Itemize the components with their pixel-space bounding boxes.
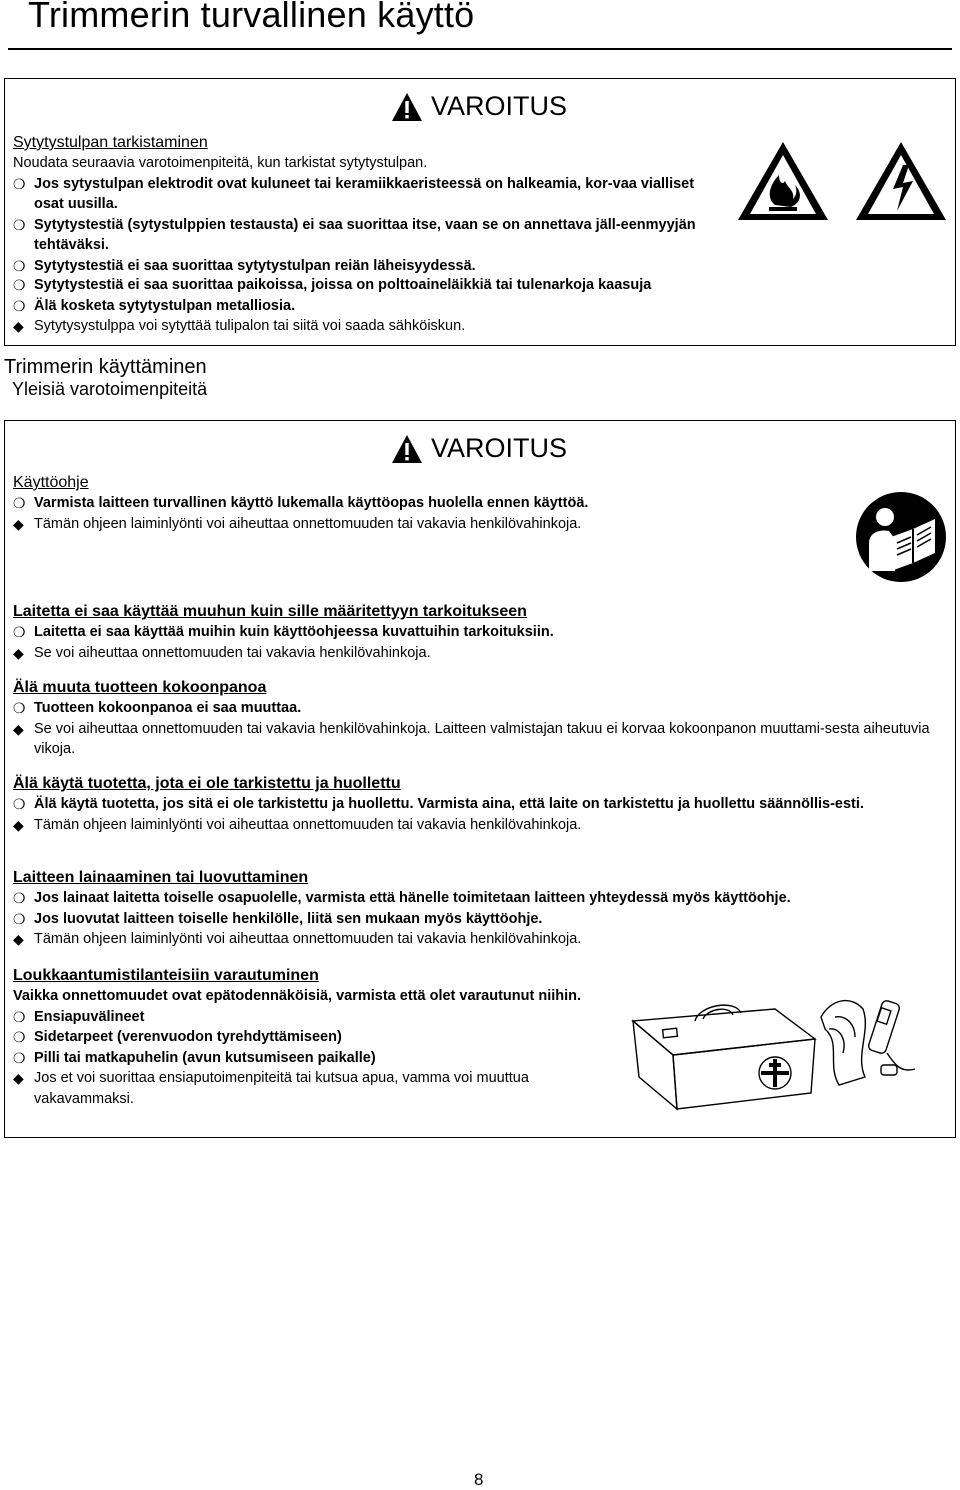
list-item: ❍ Ensiapuvälineet [13, 1007, 615, 1028]
list-item: ❍ Laitetta ei saa käyttää muihin kuin käyttöohjeessa kuvattuihin tarkoituksiin. [13, 622, 947, 643]
lending-section [13, 867, 947, 950]
section-heading: Laitteen lainaaminen tai luovuttaminen [13, 869, 309, 886]
bullet-circle-icon: ❍ [13, 1029, 26, 1045]
list-item: ◆ Tämän ohjeen laiminlyönti voi aiheuttaa onnettomuuden tai vakavia henkilövahinkoja. [13, 815, 947, 836]
page-title: Trimmerin turvallinen käyttö [28, 0, 475, 35]
section-subtitle: Yleisiä varotoimenpiteitä [12, 379, 208, 399]
list-item: ❍ Älä käytä tuotetta, jos sitä ei ole tarkistettu ja huollettu. Varmista aina, että laite on tarkistettu ja huollettu säännöllis-esti. [13, 794, 947, 815]
bullet-circle-icon: ❍ [13, 495, 26, 511]
purpose-section [13, 601, 947, 663]
warning-label: VAROITUS [431, 433, 568, 463]
inspect-section [13, 773, 947, 835]
bullet-circle-icon: ❍ [13, 1008, 26, 1025]
warning-header [391, 433, 567, 464]
section-heading: Sytytystulpan tarkistaminen [13, 134, 208, 151]
bullet-diamond-icon: ◆ [13, 720, 24, 737]
fire-hazard-icon [735, 139, 831, 223]
list-item: ❍ Tuotteen kokoonpanoa ei saa muuttaa. [13, 698, 947, 719]
bullet-diamond-icon: ◆ [13, 515, 24, 532]
list-item: ❍ Sytytystestiä ei saa suorittaa paikoissa, joissa on polttoaineläikkiä tai tulenarkoja kaasuja [13, 275, 947, 296]
bullet-diamond-icon: ◆ [13, 644, 24, 661]
warning-triangle-icon [391, 92, 423, 122]
list-item: ❍ Älä kosketa sytytystulpan metalliosia. [13, 296, 947, 317]
section-heading: Loukkaantumistilanteisiin varautuminen [13, 967, 319, 984]
general-warning-box [4, 420, 956, 1138]
spark-plug-section [13, 132, 725, 276]
bullet-circle-icon: ❍ [13, 624, 26, 640]
list-item: ❍ Sidetarpeet (verenvuodon tyrehdyttämiseen) [13, 1027, 615, 1048]
read-manual-icon [855, 491, 947, 583]
bullet-diamond-icon: ◆ [13, 816, 24, 833]
spark-plug-section-cont [13, 275, 947, 337]
manual-section [13, 472, 695, 534]
bullet-circle-icon: ❍ [13, 1049, 26, 1066]
bullet-circle-icon: ❍ [13, 175, 26, 192]
intro-text: Noudata seuraavia varotoimenpiteitä, kun tarkistat sytytystulpan. [13, 155, 428, 171]
page-number: 8 [474, 1470, 484, 1489]
bullet-diamond-icon: ◆ [13, 1070, 24, 1086]
list-item: ❍ Varmista laitteen turvallinen käyttö lukemalla käyttöopas huolella ennen käyttöä. [13, 493, 695, 514]
spark-plug-warning-box [4, 78, 956, 346]
list-item: ◆ Sytytysystulppa voi sytyttää tulipalon tai siitä voi saada sähköiskun. [13, 316, 947, 337]
bullet-circle-icon: ❍ [13, 796, 26, 812]
section-heading: Käyttöohje [13, 474, 89, 491]
intro-text: Vaikka onnettomuudet ovat epätodennäköisiä, varmista että olet varautunut niihin. [13, 988, 582, 1004]
bullet-diamond-icon: ◆ [13, 318, 24, 334]
injury-section [13, 965, 615, 1109]
list-item: ❍ Pilli tai matkapuhelin (avun kutsumiseen paikalle) [13, 1048, 615, 1069]
first-aid-kit-illustration [625, 969, 925, 1119]
list-item: ◆ Jos et voi suorittaa ensiaputoimenpiteitä tai kutsua apua, vamma voi muuttua vakavammaksi. [13, 1070, 529, 1107]
list-item: ❍ Jos sytystulpan elektrodit ovat kuluneet tai keramiikkaeristeessä on halkeamia, kor-vaa vialliset osat uusilla. [13, 175, 695, 212]
modify-section [13, 677, 947, 760]
bullet-circle-icon: ❍ [13, 257, 26, 274]
bullet-circle-icon: ❍ [13, 910, 26, 927]
list-item: ◆ Tämän ohjeen laiminlyönti voi aiheuttaa onnettomuuden tai vakavia henkilövahinkoja. [13, 514, 695, 535]
bullet-circle-icon: ❍ [13, 216, 26, 233]
section-title: Trimmerin käyttäminen [4, 356, 207, 378]
warning-header [391, 91, 567, 122]
warning-triangle-icon [391, 434, 423, 464]
bullet-circle-icon: ❍ [13, 297, 26, 314]
bullet-circle-icon: ❍ [13, 700, 26, 716]
list-item: ❍ Sytytystestiä ei saa suorittaa sytytystulpan reiän läheisyydessä. [13, 256, 725, 277]
section-heading: Älä muuta tuotteen kokoonpanoa [13, 679, 267, 696]
electric-shock-hazard-icon [853, 139, 949, 223]
list-item: ◆ Se voi aiheuttaa onnettomuuden tai vakavia henkilövahinkoja. Laitteen valmistajan takuu ei korvaa kokoonpanon muuttami-sesta aiheutuvia vikoja. [13, 720, 930, 757]
bullet-circle-icon: ❍ [13, 890, 26, 906]
section-heading: Laitetta ei saa käyttää muuhun kuin sille määritettyyn tarkoitukseen [13, 603, 527, 620]
list-item: ❍ Jos lainaat laitetta toiselle osapuolelle, varmista että hänelle toimitetaan laitteen yhteydessä myös käyttöohje. [13, 888, 947, 909]
list-item: ◆ Tämän ohjeen laiminlyönti voi aiheuttaa onnettomuuden tai vakavia henkilövahinkoja. [13, 929, 947, 950]
bullet-circle-icon: ❍ [13, 277, 26, 293]
bullet-diamond-icon: ◆ [13, 931, 24, 947]
list-item: ❍ Sytytystestiä (sytystulppien testausta) ei saa suorittaa itse, vaan se on annettava jäll-eenmyyjän tehtäväksi. [13, 216, 696, 253]
list-item: ◆ Se voi aiheuttaa onnettomuuden tai vakavia henkilövahinkoja. [13, 643, 947, 664]
title-divider [8, 48, 952, 50]
section-heading: Älä käytä tuotetta, jota ei ole tarkistettu ja huollettu [13, 775, 401, 792]
list-item: ❍ Jos luovutat laitteen toiselle henkilölle, liitä sen mukaan myös käyttöohje. [13, 909, 947, 930]
warning-label: VAROITUS [431, 91, 568, 121]
